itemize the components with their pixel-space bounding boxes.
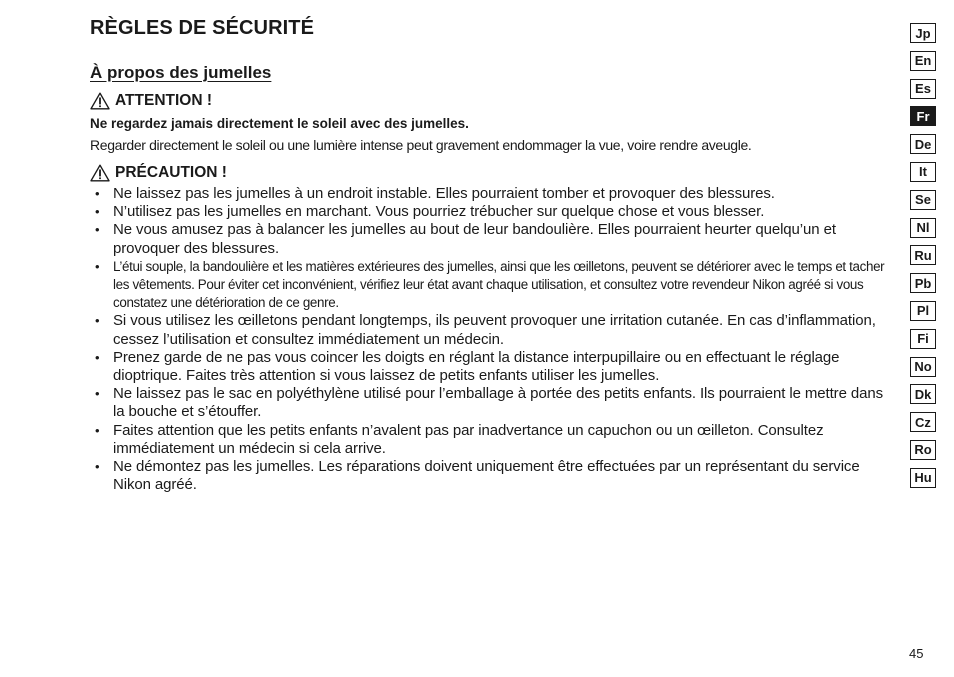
caution-item-text: Prenez garde de ne pas vous coincer les doigts en réglant la distance interpupillaire ou en effectuant le réglage dioptrique. Faites très attention si vous laissez de petits enfants utiliser les jumelles.: [113, 348, 840, 385]
language-tab-ro[interactable]: Ro: [910, 440, 936, 460]
caution-heading: [90, 164, 227, 182]
page-number: 45: [909, 646, 924, 661]
warning-bold-text: Ne regardez jamais directement le soleil avec des jumelles.: [90, 116, 469, 131]
language-tab-pb[interactable]: Pb: [910, 273, 936, 293]
bullet: •: [95, 222, 100, 238]
language-tab-it[interactable]: It: [910, 162, 936, 182]
language-tab-cz[interactable]: Cz: [910, 412, 936, 432]
caution-item-text: Faites attention que les petits enfants n’avalent pas par inadvertance un capuchon ou un œilleton. Consultez immédiatement un médecin si cela arrive.: [113, 421, 824, 457]
caution-item-text: Ne laissez pas les jumelles à un endroit instable. Elles pourraient tomber et provoquer des blessures.: [113, 185, 775, 202]
caution-list-item: [90, 258, 894, 313]
bullet: •: [95, 204, 100, 220]
bullet: •: [95, 386, 100, 402]
caution-list-item: [90, 422, 894, 458]
language-tab-fr[interactable]: Fr: [910, 106, 936, 126]
language-tab-de[interactable]: De: [910, 134, 936, 154]
caution-item-text: N’utilisez pas les jumelles en marchant. Vous pourriez trébucher sur quelque chose et vous blesser.: [113, 203, 765, 221]
bullet: •: [95, 459, 100, 475]
caution-list-item: [90, 349, 894, 385]
caution-list-item: [90, 185, 894, 203]
section-title: À propos des jumelles: [90, 63, 272, 82]
language-tab-hu[interactable]: Hu: [910, 468, 936, 488]
caution-item-text: Ne vous amusez pas à balancer les jumelles au bout de leur bandoulière. Elles pourraient heurter quelqu’un et provoquer des blessures.: [113, 221, 836, 257]
language-tab-pl[interactable]: Pl: [910, 301, 936, 321]
caution-heading-label: PRÉCAUTION !: [115, 164, 227, 181]
language-tab-jp[interactable]: Jp: [910, 23, 936, 43]
bullet: •: [95, 349, 100, 365]
caution-triangle-icon: [90, 164, 110, 182]
caution-list-item: [90, 312, 894, 348]
warning-text: Regarder directement le soleil ou une lumière intense peut gravement endommager la vue, voire rendre aveugle.: [90, 137, 752, 153]
language-tabs: [910, 23, 936, 496]
caution-list-item: [90, 221, 894, 257]
warning-heading-label: ATTENTION !: [115, 92, 213, 109]
language-tab-ru[interactable]: Ru: [910, 245, 936, 265]
bullet: •: [95, 313, 100, 329]
page-title: RÈGLES DE SÉCURITÉ: [90, 17, 315, 39]
caution-list-item: [90, 458, 894, 494]
bullet: •: [95, 258, 100, 274]
language-tab-en[interactable]: En: [910, 51, 936, 71]
caution-list-item: [90, 203, 894, 221]
warning-triangle-icon: [90, 92, 110, 110]
warning-heading: [90, 92, 212, 110]
caution-item-text: Ne démontez pas les jumelles. Les réparations doivent uniquement être effectuées par un représentant du service Nikon agréé.: [113, 458, 860, 494]
language-tab-nl[interactable]: Nl: [910, 218, 936, 238]
language-tab-es[interactable]: Es: [910, 79, 936, 99]
caution-item-text: Si vous utilisez les œilletons pendant longtemps, ils peuvent provoquer une irritation cutanée. En cas d’inflammation, cessez l’utilisation et consultez immédiatement un médecin.: [113, 312, 876, 348]
bullet: •: [95, 422, 100, 438]
caution-list: [90, 185, 894, 494]
language-tab-no[interactable]: No: [910, 357, 936, 377]
language-tab-dk[interactable]: Dk: [910, 384, 936, 404]
caution-list-item: [90, 385, 894, 421]
caution-item-text: Ne laissez pas le sac en polyéthylène utilisé pour l’emballage à portée des petits enfants. Ils pourraient le mettre dans la bouche et s’étouffer.: [113, 385, 884, 421]
caution-item-text: L’étui souple, la bandoulière et les matières extérieures des jumelles, ainsi que les œilletons, peuvent se détériorer avec le temps et tacher les vêtements. Pour éviter cet inconvénient, vérifiez leur état avant chaque utilisation, et consultez votre revendeur Nikon agréé si vous constatez une détérioration de ce genre.: [113, 258, 885, 311]
language-tab-fi[interactable]: Fi: [910, 329, 936, 349]
language-tab-se[interactable]: Se: [910, 190, 936, 210]
bullet: •: [95, 186, 100, 201]
